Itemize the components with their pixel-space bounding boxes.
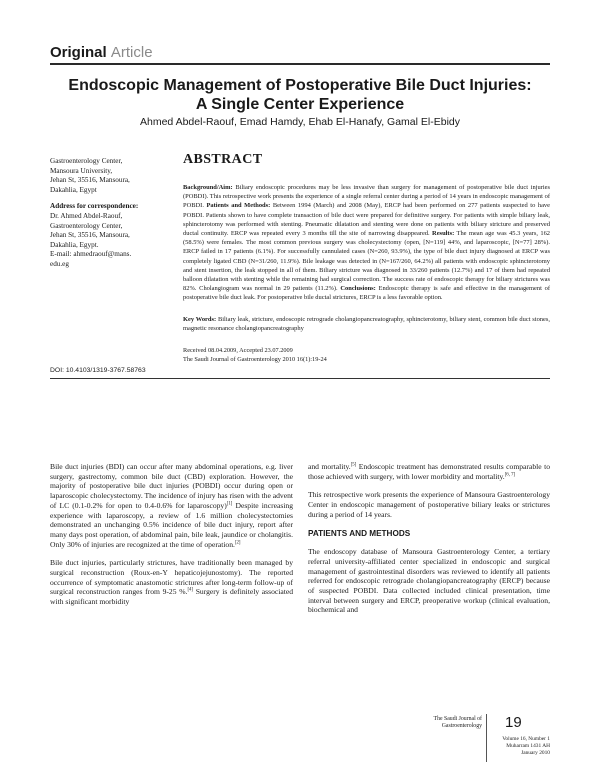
journal-citation: The Saudi Journal of Gastroenterology 2010 16(1):19-24 — [183, 355, 327, 363]
abstract-background-label: Background/Aim: — [183, 184, 233, 191]
issue-month: January 2010 — [521, 750, 550, 757]
body-paragraph — [308, 462, 550, 481]
body-text: Bile duct injuries, particularly strictures, have traditionally been managed by surgical reconstruction (Roux-en-Y hepaticojejunostomy). The reported occurrence of symptomatic anastomotic strictures after long-term follow-up of surgical reconstruction ranges from 9-25 %. — [50, 558, 293, 597]
body-paragraph — [50, 558, 293, 607]
journal-name-line: Gastroenterology — [441, 723, 482, 729]
abstract-body — [183, 183, 550, 303]
body-text: Surgery is definitely associated with significant morbidity — [50, 587, 293, 607]
body-text: and mortality. — [308, 462, 351, 471]
correspondence-line: Jehan St, 35516, Mansoura, — [50, 231, 130, 240]
affiliation-line: Gastroenterology Center, — [50, 157, 123, 165]
affiliation-sidebar — [50, 157, 170, 277]
correspondence-heading: Address for correspondence: — [50, 202, 139, 211]
abstract-conclusions-label: Conclusions: — [337, 285, 376, 293]
body-paragraph — [50, 462, 293, 549]
correspondence-email: edu.eg — [50, 259, 69, 268]
methods-heading: PATIENTS AND METHODS — [308, 528, 411, 538]
body-column-left — [50, 462, 293, 616]
abstract-results-label: Results: — [429, 230, 455, 238]
body-text: Despite increasing experience with laparoscopy, a review of 1.6 million cholecystectomies demonstrated an unchanging 0.5% incidence of bile duct injury, report after many days post operation, of abdominal pain, bile leak, jaundice or cholangitis. Only 30% of injuries are recognized at the time of operation. — [50, 500, 293, 549]
body-column-right — [308, 462, 550, 624]
correspondence-line: Dr. Ahmed Abdel-Raouf, — [50, 211, 123, 220]
affiliation-line: Dakahlia, Egypt — [50, 185, 97, 194]
header-rule — [50, 63, 550, 65]
abstract-conclusions-text: Endoscopic therapy is safe and effective in the management of postoperative bile duct leak. For postoperative bile ductal strictures, ERCP is a less favorable option. — [183, 285, 550, 302]
correspondence-line: Dakahlia, Egypt. — [50, 240, 99, 249]
abstract-results-text: The mean age was 45.3 years, 162 (58.5%) were females. The most common previous surgery was cholecystectomy (open, [N=119] 44%, and laparoscopic, [N=77] 28%). ERCP failed in 17 patients (6.1%). For successfully cannulated cases (N=260, 93.9%), the type of bile duct injury diagnosed at ERCP was completely ligated CBD (N=31/260, 11.9%). Bile leakage was detected in (N=167/260, 64.2%) all patients with endoscopic sphincterotomy and stent insertion, the leak stopped in all of them. Biliary stricture was diagnosed in 33/260 patients (12.7%) and 17 of them had repeated balloon dilatation with stenting while the remaining had surgical correction. The success rate of endoscopic therapy for biliary strictures was 82%. Cholangiogram was normal in 29 patients (11.2%). — [183, 230, 551, 293]
correspondence-line: Gastroenterology Center, — [50, 221, 123, 230]
doi[interactable]: DOI: 10.4103/1319-3767.58763 — [50, 367, 146, 374]
doi-rule — [50, 378, 550, 379]
issue-info — [488, 736, 550, 758]
keywords-label: Key Words: — [183, 316, 217, 323]
volume-number: Volume 16, Number 1 — [502, 736, 550, 742]
abstract-methods-label: Patients and Methods: — [203, 202, 271, 210]
abstract-methods-text: Between 1994 (March) and 2008 (May), ERCP had been performed on 277 patients suspected to have POBDI. Patients shown to have complete transaction of bile duct were prepared for definitive surgery. For patients with simple biliary leak, sphincterotomy was performed with stenting. Pneumatic dilatation and stenting were done on patients with biliary stricture and preserved ductal continuity. ERCP was repeated every 3 months till the site of narrowing disappeared. — [183, 202, 551, 238]
abstract-heading: ABSTRACT — [183, 152, 263, 167]
correspondence-email: E-mail: ahmedraouf@mans. — [50, 250, 132, 259]
citation-ref[interactable]: [4] — [187, 587, 194, 593]
keywords — [183, 315, 550, 333]
keywords-text: Biliary leak, stricture, endoscopic retrograde cholangiopancreatography, sphincterotomy, biliary stent, common bile duct stones, magnetic resonance cholangiopancreatography — [183, 316, 550, 333]
citation-ref[interactable]: [1] — [226, 501, 233, 507]
journal-name — [392, 716, 482, 730]
hijri-date: Muharram 1431 AH — [506, 743, 550, 750]
title-line-1: Endoscopic Management of Postoperative Bile Duct Injuries: — [68, 77, 532, 94]
section-label-primary: Original — [50, 44, 107, 61]
title-line-2: A Single Center Experience — [195, 96, 405, 113]
citation-ref[interactable]: [2] — [234, 540, 241, 546]
correspondence-block — [50, 202, 170, 269]
affiliation-line: Mansoura University, — [50, 166, 113, 175]
article-title — [50, 76, 550, 114]
journal-name-line: The Saudi Journal of — [433, 716, 482, 722]
section-label-secondary: Article — [110, 44, 153, 61]
page-number: 19 — [505, 714, 522, 731]
citation-ref[interactable]: [6, 7] — [504, 472, 516, 478]
footer-divider — [486, 714, 487, 762]
citation-ref[interactable]: [5] — [350, 462, 357, 468]
body-paragraph: This retrospective work presents the experience of Mansoura Gastroenterology Center in endoscopic management of postoperative biliary leaks or strictures during a period of 14 years. — [308, 490, 550, 519]
received-accepted: Received 08.04.2009, Accepted 23.07.2009 — [183, 347, 293, 354]
section-label — [50, 44, 153, 61]
affiliation-line: Jehan St, 35516, Mansoura, — [50, 176, 130, 185]
body-paragraph: The endoscopy database of Mansoura Gastroenterology Center, a tertiary referral university-affiliated center specialized in endoscopic and surgical management of gastrointestinal disorders was reviewed to identify all patients referred for endoscopic retrograde cholangiopancreatography (ERCP) because of suspected POBDI. Data collected included clinical presentation, time interval between surgery and ERCP, preoperative workup (clinical evaluation, biochemical and — [308, 547, 550, 615]
body-text: Endoscopic treatment has demonstrated results comparable to those achieved with surgery, with lower morbidity and mortality. — [308, 462, 550, 481]
abstract-background-text: Biliary endoscopic procedures may be less invasive than surgery for management of postoperative bile duct injuries (POBDI). This retrospective work presents the experience of a single referral center during a period of 14 years in endoscopic management of POBDI. — [183, 184, 550, 210]
article-dates — [183, 347, 550, 364]
body-text: Bile duct injuries (BDI) can occur after many abdominal operations, e.g. liver surgery, gastrectomy, common bile duct (CBD) exploration. However, the majority of postoperative bile duct injuries (POBDI) occur during open or laparoscopic cholecystectomy. The incidence of injury has risen with the advent of LC (0.1-0.2% for open to 0.4-0.6% for laparoscopy) — [50, 462, 293, 510]
author-list: Ahmed Abdel-Raouf, Emad Hamdy, Ehab El-Hanafy, Gamal El-Ebidy — [139, 116, 460, 128]
affiliation-block — [50, 157, 170, 195]
